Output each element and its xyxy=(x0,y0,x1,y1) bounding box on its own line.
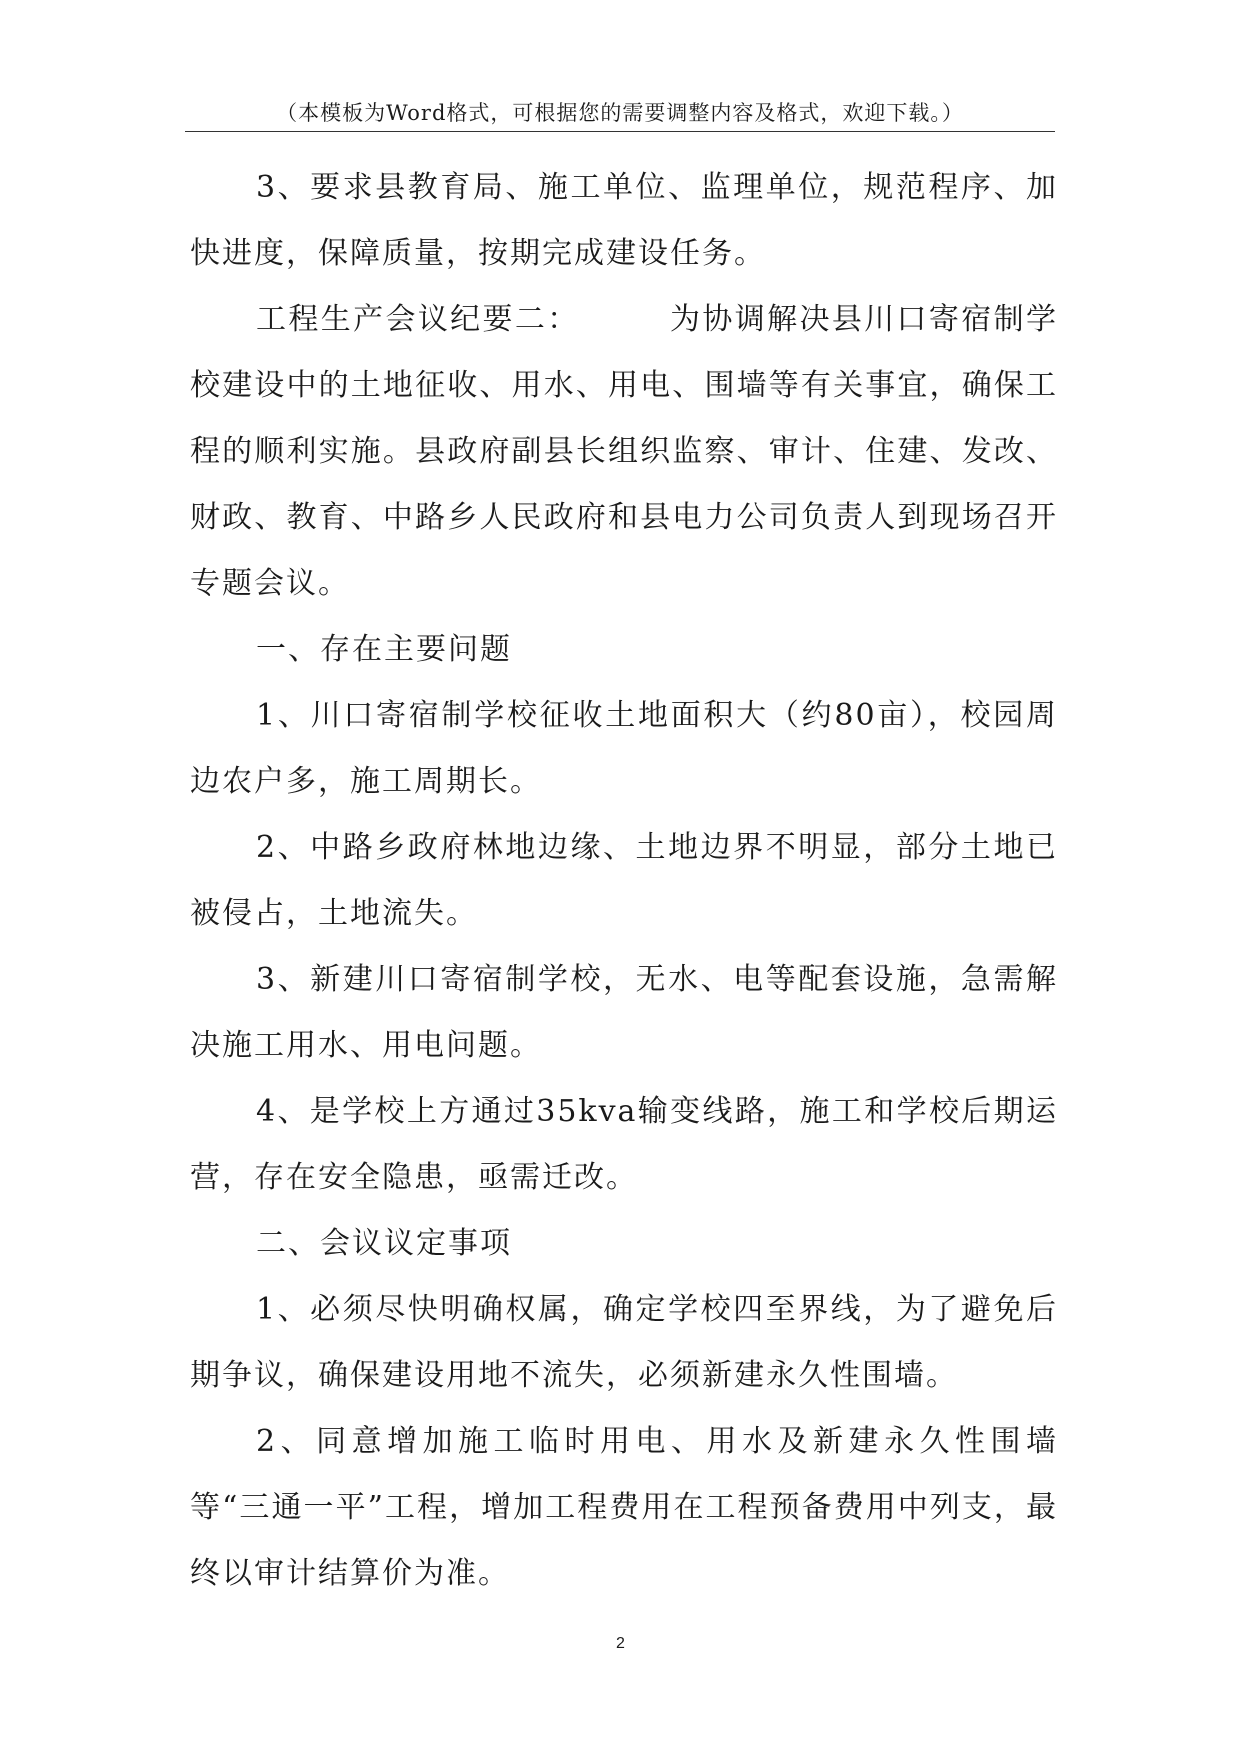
template-notice-header: （本模板为Word格式，可根据您的需要调整内容及格式，欢迎下载。） xyxy=(276,101,964,125)
page-number: 2 xyxy=(616,1635,625,1652)
section-heading-decisions: 二、会议议定事项 xyxy=(256,1226,512,1261)
paragraph-decision-1: 1、必须尽快明确权属，确定学校四至界线，为了避免后期争议，确保建设用地不流失，必须新建永久性围墙。 xyxy=(190,1292,1058,1393)
paragraph-decision-2: 2、同意增加施工临时用电、用水及新建永久性围墙等“三通一平”工程，增加工程费用在工程预备费用中列支，最终以审计结算价为准。 xyxy=(190,1424,1058,1591)
section-heading-problems: 一、存在主要问题 xyxy=(256,632,512,667)
paragraph-problem-1: 1、川口寄宿制学校征收土地面积大（约80亩），校园周边农户多，施工周期长。 xyxy=(190,698,1058,799)
paragraph-requirement-3: 3、要求县教育局、施工单位、监理单位，规范程序、加快进度，保障质量，按期完成建设任务。 xyxy=(190,170,1058,271)
paragraph-problem-3: 3、新建川口寄宿制学校，无水、电等配套设施，急需解决施工用水、用电问题。 xyxy=(190,962,1058,1063)
paragraph-minutes-two xyxy=(190,287,1058,617)
header-divider xyxy=(185,131,1055,132)
paragraph-problem-2: 2、中路乡政府林地边缘、土地边界不明显，部分土地已被侵占，土地流失。 xyxy=(190,830,1058,931)
paragraph-problem-4: 4、是学校上方通过35kva输变线路，施工和学校后期运营，存在安全隐患，亟需迁改。 xyxy=(190,1094,1058,1195)
document-body xyxy=(190,155,1058,1607)
minutes-two-intro: 为协调解决县川口寄宿制学校建设中的土地征收、用水、用电、围墙等有关事宜，确保工程的顺利实施。县政府副县长组织监察、审计、住建、发改、财政、教育、中路乡人民政府和县电力公司负责人到现场召开专题会议。 xyxy=(190,302,1059,601)
minutes-two-heading: 工程生产会议纪要二： xyxy=(256,302,580,337)
